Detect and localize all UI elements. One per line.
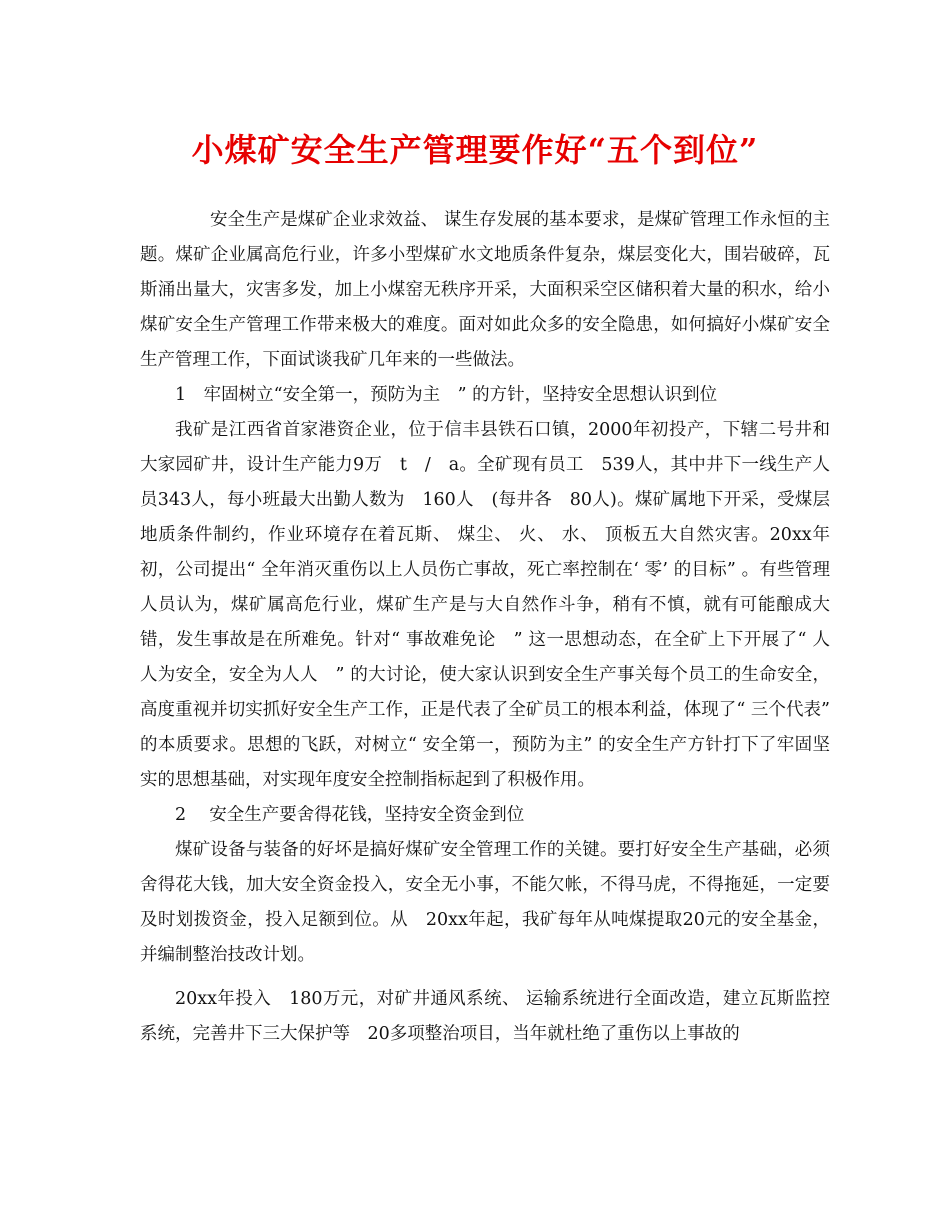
document-body: [140, 203, 830, 1052]
paragraph-section-2: 煤矿设备与装备的好坏是搞好煤矿安全管理工作的关键。要打好安全生产基础，必须舍得花大钱，加大安全资金投入，安全无小事，不能欠帐，不得马虎，不得拖延，一定要及时划拨资金，投入足额到位。从 20xx年起，我矿每年从吨煤提取20元的安全基金，并编制整治技改计划。: [140, 840, 830, 965]
paragraph-section-2-continued: 20xx年投入 180万元，对矿井通风系统、 运输系统进行全面改造，建立瓦斯监控系统，完善井下三大保护等 20多项整治项目，当年就杜绝了重伤以上事故的: [140, 989, 830, 1044]
paragraph-intro: 安全生产是煤矿企业求效益、 谋生存发展的基本要求，是煤矿管理工作永恒的主题。煤矿企业属高危行业，许多小型煤矿水文地质条件复杂，煤层变化大，围岩破碎，瓦斯涌出量大，灾害多发，加上小煤窑无秩序开采，大面积采空区储积着大量的积水，给小煤矿安全生产管理工作带来极大的难度。面对如此众多的安全隐患，如何搞好小煤矿安全生产管理工作，下面试谈我矿几年来的一些做法。: [140, 210, 830, 370]
paragraph-section-1: 我矿是江西省首家港资企业，位于信丰县铁石口镇，2000年初投产，下辖二号井和大家园矿井，设计生产能力9万 t / a。全矿现有员工 539人，其中井下一线生产人员343人，每小班最大出勤人数为 160人 (每井各 80人)。煤矿属地下开采，受煤层地质条件制约，作业环境存在着瓦斯、 煤尘、 火、 水、 顶板五大自然灾害。20xx年初，公司提出“ 全年消灭重伤以上人员伤亡事故，死亡率控制在‘ 零’ 的目标” 。有些管理人员认为，煤矿属高危行业，煤矿生产是与大自然作斗争，稍有不慎，就有可能酿成大错，发生事故是在所难免。针对“ 事故难免论 ” 这一思想动态，在全矿上下开展了“ 人人为安全，安全为人人 ” 的大讨论，使大家认识到安全生产事关每个员工的生命安全，高度重视并切实抓好安全生产工作，正是代表了全矿员工的根本利益，体现了“ 三个代表” 的本质要求。思想的飞跃，对树立“ 安全第一，预防为主” 的安全生产方针打下了牢固坚实的思想基础，对实现年度安全控制指标起到了积极作用。: [140, 420, 830, 790]
section-heading-2: 2 安全生产要舍得花钱，坚持安全资金到位: [175, 805, 525, 825]
section-heading-1: 1 牢固树立“安全第一，预防为主 ” 的方针，坚持安全思想认识到位: [175, 385, 718, 405]
document-title: 小煤矿安全生产管理要作好“五个到位”: [191, 131, 759, 169]
